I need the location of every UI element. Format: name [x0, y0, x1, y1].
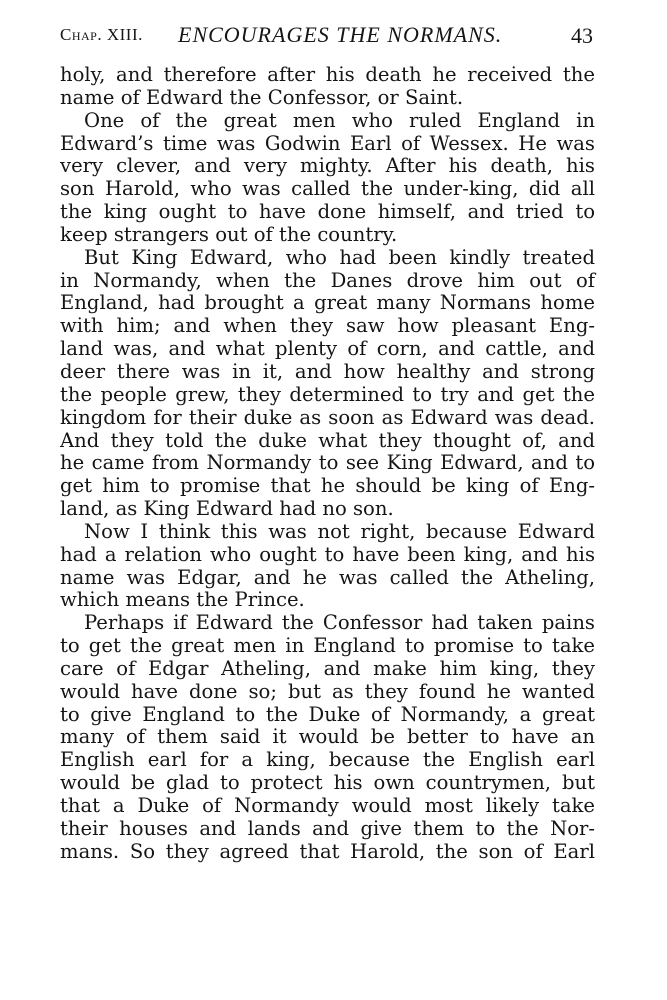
text-line: English earl for a king, because the English earl [60, 748, 595, 772]
text-line: land was, and what plenty of corn, and cattle, and [60, 337, 595, 361]
text-line: which means the Prince. [60, 588, 305, 612]
body-text [60, 64, 595, 864]
text-line: would have done so; but as they found he wanted [60, 679, 595, 703]
running-title: ENCOURAGES THE NORMANS. [178, 22, 503, 47]
text-line: their houses and lands and give them to the Nor- [60, 816, 595, 840]
text-line: kingdom for their duke as soon as Edward was dead. [60, 405, 595, 429]
text-line: the people grew, they determined to try and get the [60, 382, 595, 406]
text-line: would be glad to protect his own countrymen, but [60, 771, 595, 795]
text-line: keep strangers out of the country. [60, 222, 398, 246]
text-line: to give England to the Duke of Normandy, a great [60, 702, 595, 726]
chapter-label: Chap. XIII. [60, 25, 143, 44]
text-line: get him to promise that he should be king of Eng- [60, 474, 595, 498]
text-line: Edward’s time was Godwin Earl of Wessex. He was [60, 131, 595, 155]
text-line: he came from Normandy to see King Edward, and to [60, 451, 595, 475]
text-line: son Harold, who was called the under-king, did all [60, 177, 595, 201]
text-line: very clever, and very mighty. After his death, his [60, 154, 595, 178]
text-line: But King Edward, who had been kindly treated [84, 245, 595, 269]
text-line: holy, and therefore after his death he received the [60, 63, 595, 86]
text-line: name of Edward the Confessor, or Saint. [60, 85, 464, 109]
text-line: care of Edgar Atheling, and make him king, they [60, 656, 595, 680]
text-line: that a Duke of Normandy would most likely take [60, 794, 595, 817]
text-line: Perhaps if Edward the Confessor had taken pains [84, 611, 595, 635]
text-line: land, as King Edward had no son. [60, 497, 394, 521]
text-line: the king ought to have done himself, and tried to [60, 200, 595, 224]
text-line: to get the great men in England to promise to take [60, 634, 595, 658]
text-line: Now I think this was not right, because Edward [84, 519, 595, 543]
text-line: name was Edgar, and he was called the Atheling, [60, 565, 595, 589]
text-line: had a relation who ought to have been king, and his [60, 542, 595, 566]
page-header [0, 22, 667, 56]
text-line: many of them said it would be better to have an [60, 725, 595, 749]
text-line: in Normandy, when the Danes drove him out of [60, 268, 595, 292]
text-line: deer there was in it, and how healthy and strong [60, 359, 595, 383]
text-line: mans. So they agreed that Harold, the son of Earl [60, 839, 595, 863]
text-line: And they told the duke what they thought of, and [60, 428, 595, 452]
text-line: with him; and when they saw how pleasant Eng- [60, 314, 595, 338]
text-line: England, had brought a great many Normans home [60, 291, 595, 315]
text-line: One of the great men who ruled England in [84, 108, 595, 132]
page-number: 43 [571, 23, 593, 48]
